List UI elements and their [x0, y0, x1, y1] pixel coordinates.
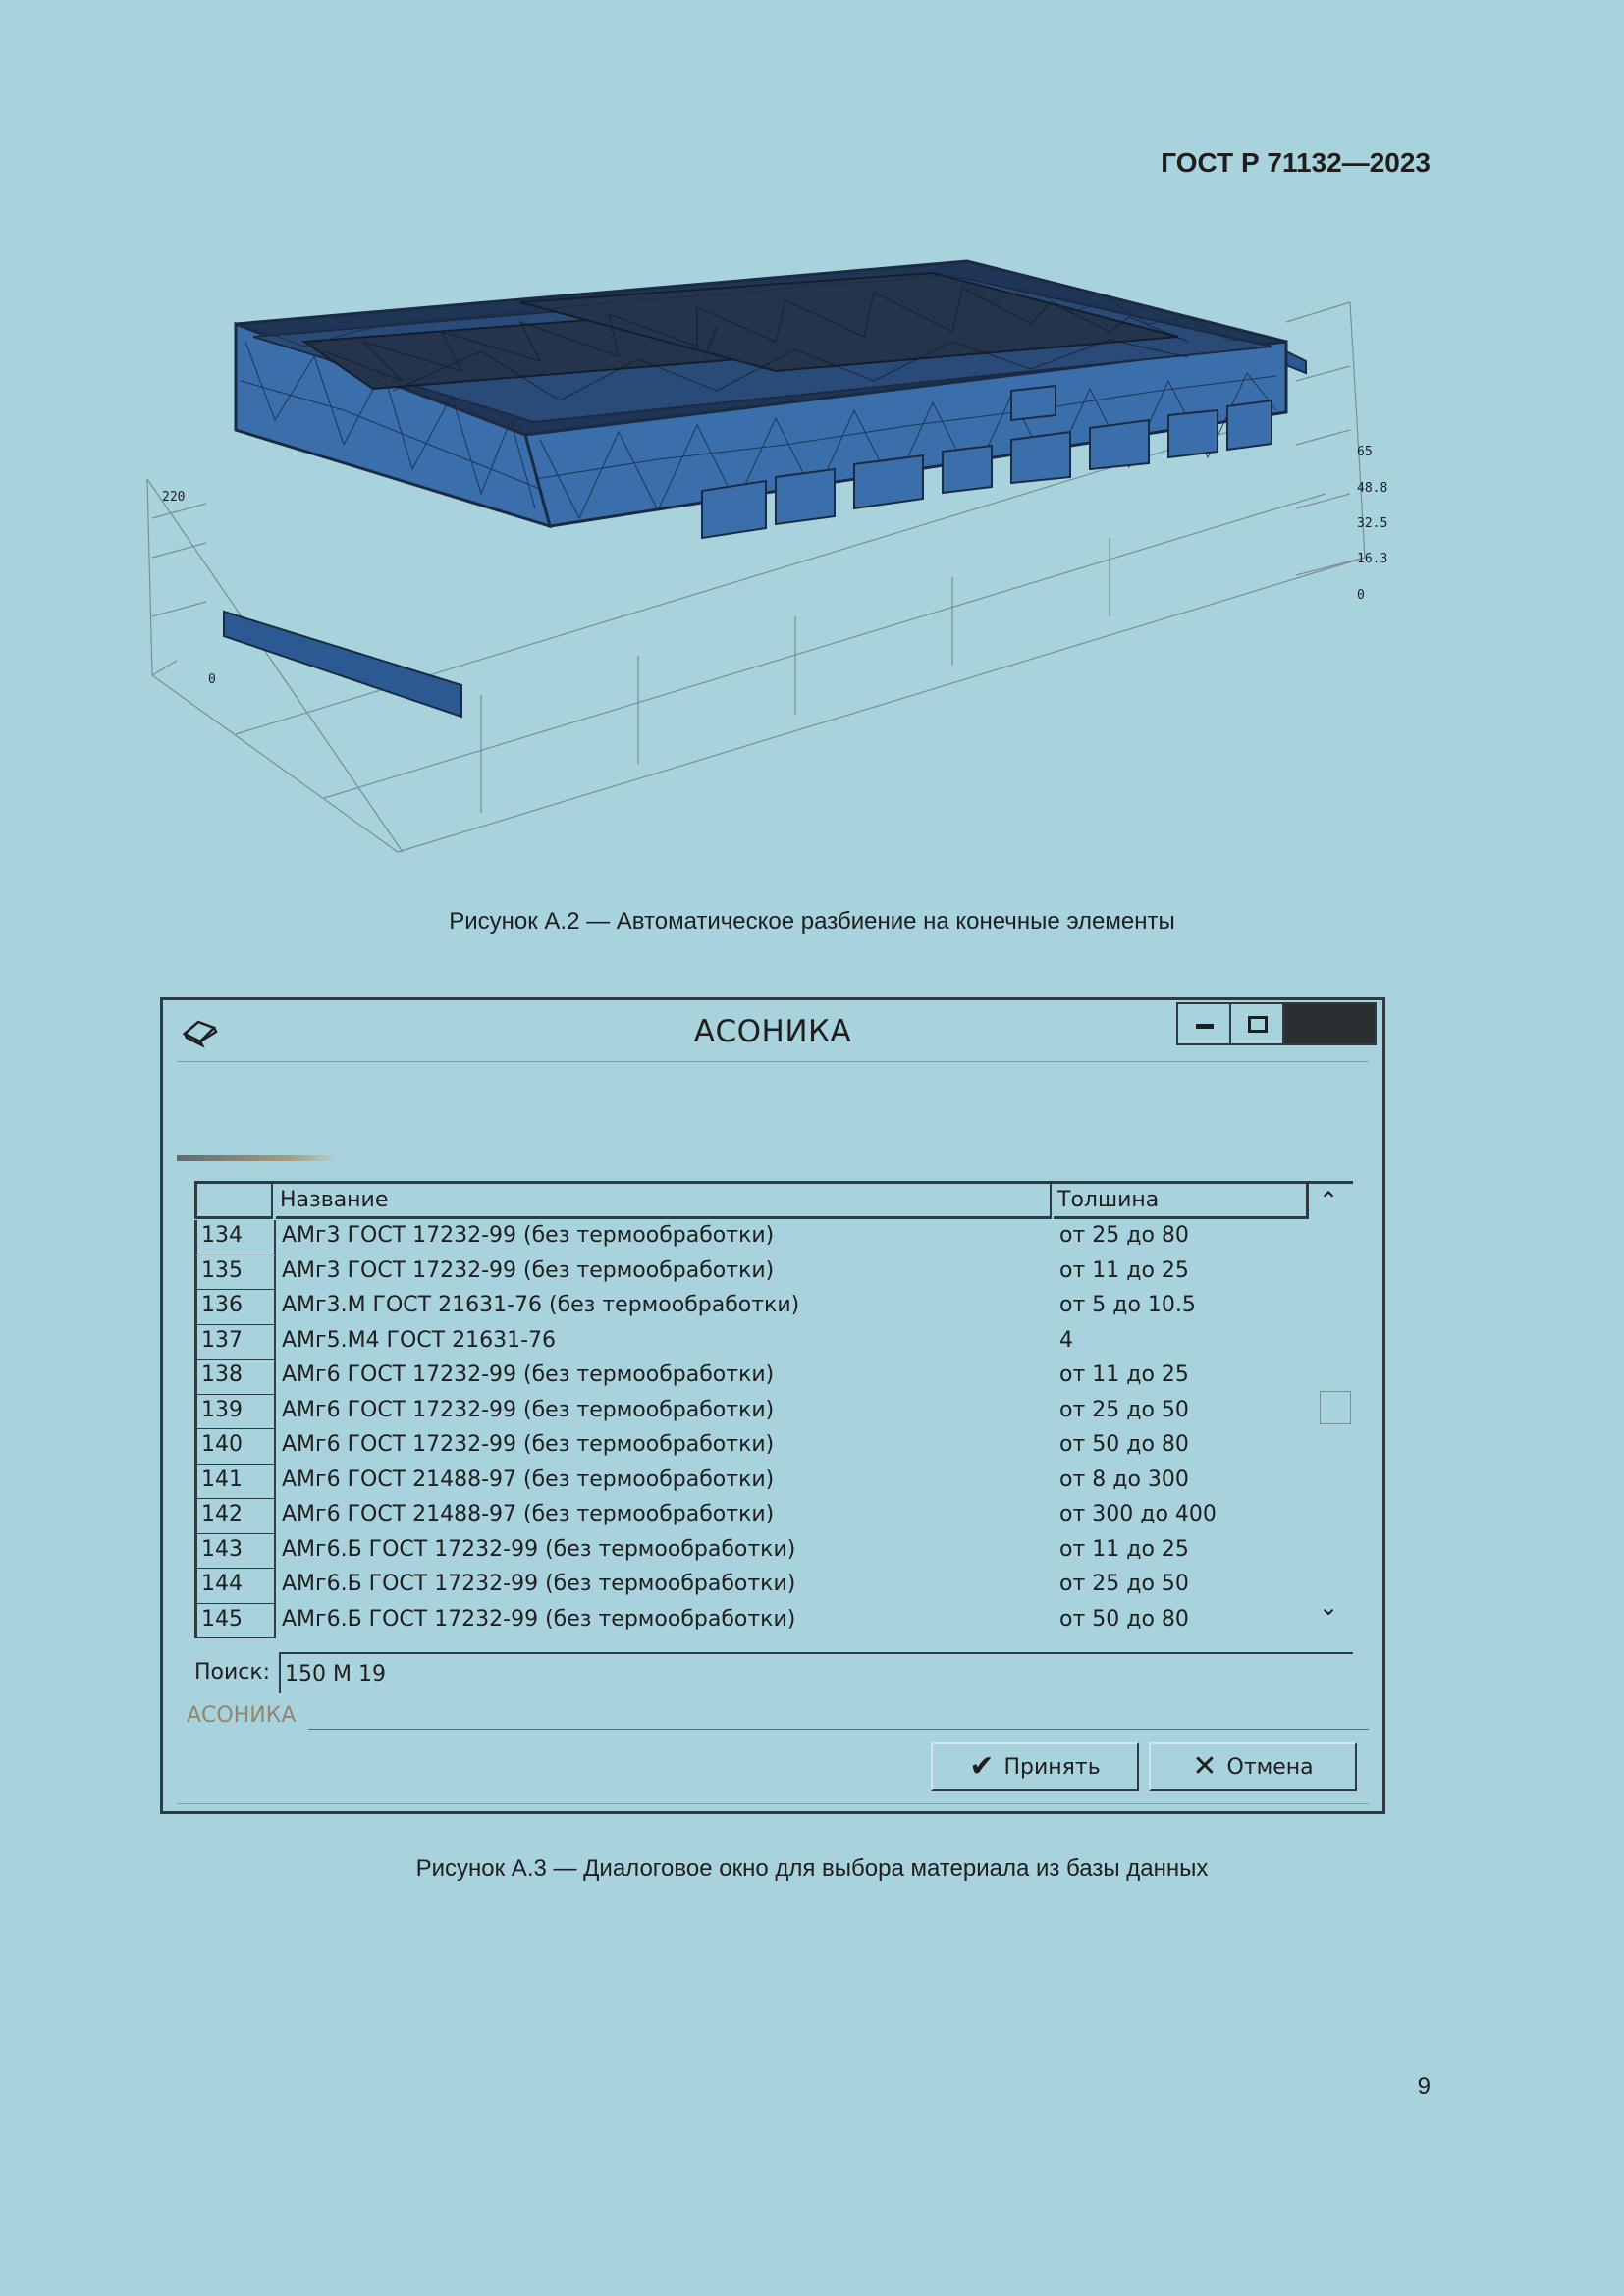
- material-name: АМг6.Б ГОСТ 17232-99 (без термообработки): [282, 1572, 796, 1596]
- scroll-down-arrow-icon[interactable]: ⌄: [1318, 1594, 1339, 1621]
- scrollbar-thumb[interactable]: [1320, 1391, 1351, 1424]
- cancel-label: Отмена: [1226, 1754, 1314, 1780]
- cross-icon: ✕: [1192, 1749, 1218, 1784]
- row-number: 136: [194, 1290, 276, 1325]
- maximize-button[interactable]: [1229, 1002, 1284, 1045]
- row-number: 139: [194, 1395, 276, 1430]
- material-thickness: от 25 до 80: [1059, 1223, 1189, 1248]
- window-controls: [1178, 1002, 1377, 1045]
- mesh-figure: [147, 263, 1388, 872]
- row-number: 140: [194, 1429, 276, 1465]
- material-name: АМг3 ГОСТ 17232-99 (без термообработки): [282, 1257, 775, 1283]
- table-row[interactable]: [194, 1569, 1314, 1604]
- minimize-button[interactable]: [1176, 1002, 1231, 1045]
- table-row[interactable]: [194, 1429, 1314, 1465]
- material-name: АМг6 ГОСТ 17232-99 (без термообработки): [282, 1397, 775, 1422]
- table-row[interactable]: [194, 1325, 1314, 1361]
- scroll-up-arrow-icon[interactable]: ⌃: [1318, 1188, 1339, 1214]
- checkmark-icon: ✔: [969, 1749, 995, 1784]
- progress-fill: [177, 1155, 337, 1161]
- group-divider: [308, 1729, 1369, 1730]
- row-number: 137: [194, 1325, 276, 1361]
- divider: [177, 1061, 1369, 1062]
- cancel-button[interactable]: [1149, 1742, 1357, 1791]
- document-code: ГОСТ Р 71132—2023: [1161, 147, 1431, 178]
- tick-label: 16.3: [1357, 552, 1388, 566]
- tick-label: 0: [208, 672, 216, 687]
- close-button[interactable]: [1282, 1002, 1377, 1045]
- table-row[interactable]: [194, 1465, 1314, 1500]
- material-name: АМг6.Б ГОСТ 17232-99 (без термообработки): [282, 1606, 796, 1631]
- material-thickness: от 25 до 50: [1059, 1572, 1189, 1596]
- material-name: АМг6 ГОСТ 21488-97 (без термообработки): [282, 1502, 775, 1526]
- divider: [177, 1803, 1369, 1804]
- page-number: 9: [1417, 2073, 1431, 2100]
- material-name: АМг3 ГОСТ 17232-99 (без термообработки): [282, 1223, 775, 1248]
- search-input[interactable]: [279, 1652, 1353, 1693]
- tick-label: 0: [1357, 588, 1365, 603]
- row-number: 145: [194, 1604, 276, 1639]
- materials-table[interactable]: [194, 1181, 1353, 1629]
- material-thickness: от 8 до 300: [1059, 1467, 1189, 1492]
- table-row[interactable]: [194, 1360, 1314, 1395]
- housing-model: [224, 261, 1306, 717]
- material-thickness: от 11 до 25: [1059, 1362, 1189, 1387]
- table-row[interactable]: [194, 1290, 1314, 1325]
- material-thickness: от 50 до 80: [1059, 1432, 1189, 1457]
- material-name: АМг6 ГОСТ 21488-97 (без термообработки): [282, 1467, 775, 1492]
- dialog-title: АСОНИКА: [693, 1014, 852, 1049]
- progress-bar: [177, 1155, 621, 1161]
- figure-caption: Рисунок А.2 — Автоматическое разбиение на конечные элементы: [449, 908, 1175, 934]
- table-row[interactable]: [194, 1395, 1314, 1430]
- material-dialog: [160, 997, 1385, 1814]
- material-thickness: от 11 до 25: [1059, 1536, 1189, 1562]
- search-label: Поиск:: [194, 1660, 271, 1684]
- material-name: АМг5.М4 ГОСТ 21631-76: [282, 1327, 556, 1353]
- row-number: 134: [194, 1220, 276, 1255]
- tick-label: 220: [162, 490, 186, 505]
- dialog-caption: Рисунок А.3 — Диалоговое окно для выбора материала из базы данных: [415, 1855, 1209, 1882]
- table-row[interactable]: [194, 1499, 1314, 1534]
- material-thickness: от 50 до 80: [1059, 1606, 1189, 1631]
- material-thickness: от 5 до 10.5: [1059, 1293, 1196, 1317]
- table-body: [194, 1220, 1314, 1638]
- row-number: 141: [194, 1465, 276, 1500]
- table-header: [194, 1181, 1353, 1221]
- table-row[interactable]: [194, 1255, 1314, 1291]
- group-label: АСОНИКА: [187, 1703, 297, 1728]
- title-bar: [163, 1000, 1382, 1063]
- column-header-name[interactable]: Название: [276, 1184, 1052, 1219]
- material-name: АМг3.М ГОСТ 21631-76 (без термообработки): [282, 1293, 800, 1317]
- row-number: 135: [194, 1255, 276, 1291]
- material-name: АМг6 ГОСТ 17232-99 (без термообработки): [282, 1432, 775, 1457]
- row-number: 143: [194, 1534, 276, 1570]
- tick-label: 65: [1357, 445, 1373, 459]
- material-thickness: от 11 до 25: [1059, 1257, 1189, 1283]
- row-number: 144: [194, 1569, 276, 1604]
- column-header-number[interactable]: [194, 1184, 273, 1219]
- table-row[interactable]: [194, 1534, 1314, 1570]
- material-name: АМг6 ГОСТ 17232-99 (без термообработки): [282, 1362, 775, 1387]
- table-row[interactable]: [194, 1220, 1314, 1255]
- row-number: 142: [194, 1499, 276, 1534]
- accept-button[interactable]: [931, 1742, 1139, 1791]
- column-header-thickness[interactable]: Толшина: [1054, 1184, 1309, 1219]
- material-thickness: 4: [1059, 1327, 1073, 1353]
- material-name: АМг6.Б ГОСТ 17232-99 (без термообработки): [282, 1536, 796, 1562]
- material-thickness: от 25 до 50: [1059, 1397, 1189, 1422]
- table-row[interactable]: [194, 1604, 1314, 1639]
- tick-label: 48.8: [1357, 481, 1388, 496]
- accept-label: Принять: [1003, 1754, 1101, 1780]
- tick-label: 32.5: [1357, 516, 1388, 531]
- material-thickness: от 300 до 400: [1059, 1502, 1217, 1526]
- row-number: 138: [194, 1360, 276, 1395]
